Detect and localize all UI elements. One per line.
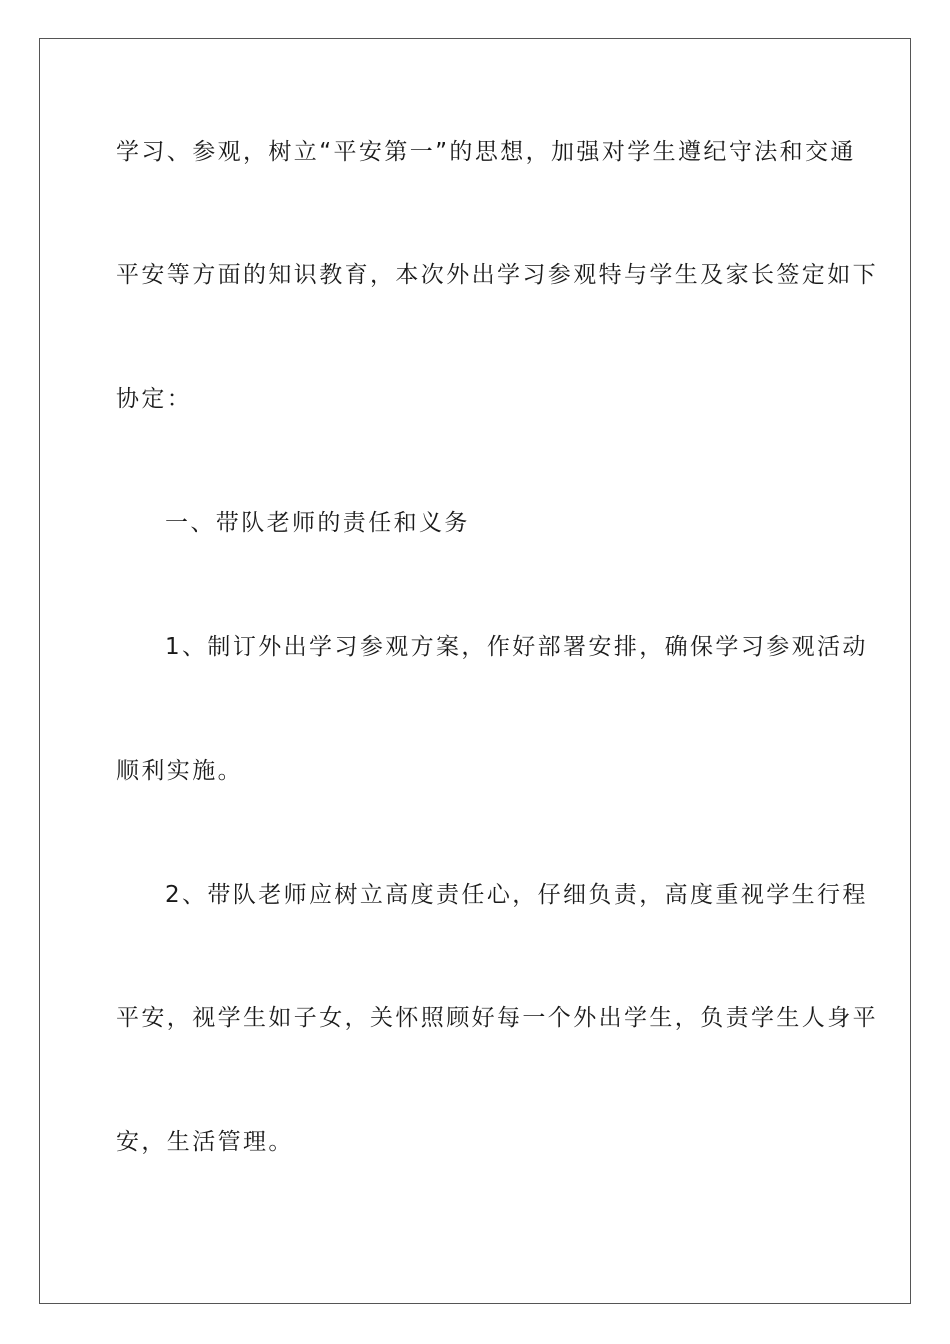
list-item-1-line-2: 顺利实施。 <box>116 758 243 784</box>
list-item-2-line-1: 2、带队老师应树立高度责任心，仔细负责，高度重视学生行程 <box>165 882 868 908</box>
list-item-2-line-3: 安，生活管理。 <box>116 1129 294 1155</box>
page-border <box>39 38 911 1304</box>
paragraph-line-3: 协定： <box>116 386 193 412</box>
list-item-2-line-2: 平安，视学生如子女，关怀照顾好每一个外出学生，负责学生人身平 <box>116 1005 878 1031</box>
list-item-1-line-1: 1、制订外出学习参观方案，作好部署安排，确保学习参观活动 <box>165 634 868 660</box>
section-heading: 一、带队老师的责任和义务 <box>165 510 470 536</box>
paragraph-line-1: 学习、参观，树立“平安第一”的思想，加强对学生遵纪守法和交通 <box>116 139 856 165</box>
paragraph-line-2: 平安等方面的知识教育，本次外出学习参观特与学生及家长签定如下 <box>116 262 878 288</box>
